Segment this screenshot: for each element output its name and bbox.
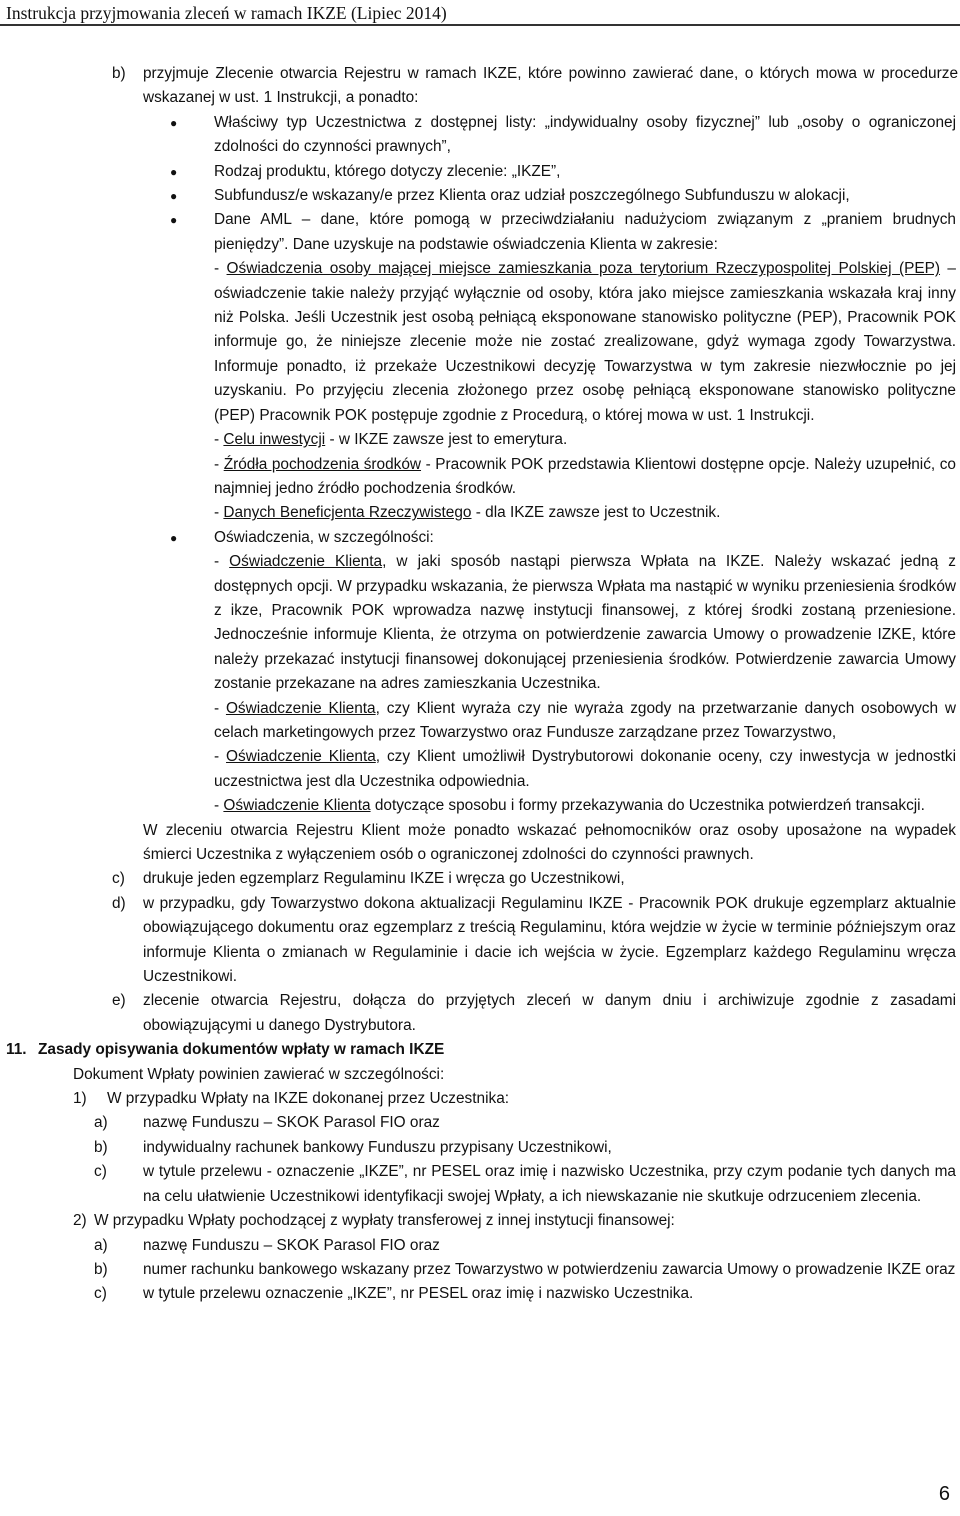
aml-pep-text: – oświadczenie takie należy przyjąć wyłącznie od osoby, która jako miejsce zamieszkania wskazała kraj inny niż Polska. Jeśli Uczestnik jest osobą pełniącą eksponowane stanowisko polityczne (PEP), Pracownik POK informuje go, że niniejsze zlecenie może nie zostać zrealizowane, gdyż wymaga zgody Towarzystwa. Informuje ponadto, iż przekaże Uczestnikowi decyzję Towarzystwa w tym zakresie niezwłocznie po jej uzyskaniu. Po przyjęciu zlecenia złożonego przez osobę pełniącą eksponowane stanowisko polityczne (PEP) Pracownik POK postępuje zgodnie z Procedurą, o której mowa w ust. 1 Instrukcji. (214, 260, 956, 424)
aml-goal: - Celu inwestycji - w IKZE zawsze jest to emerytura. (214, 431, 568, 449)
section-d-text: w przypadku, gdy Towarzystwo dokona aktualizacji Regulaminu IKZE - Pracownik POK drukuje egzemplarz aktualnie obowiązującego dokumentu oraz egzemplarz z treścią Regulaminu, która wejdzie w życie w terminie późniejszym oraz informuje Klienta o zmianach w Regulaminie i dacie ich wejścia w życie. Egzemplarz każdego Regulaminu wręcza Uczestnikowi. (143, 894, 956, 986)
declaration-item: - Oświadczenie Klienta, czy Klient wyraża czy nie wyraża zgody na przetwarzanie danych osobowych w celach marketingowych przez Towarzystwo oraz Fundusze zarządzane przez Towarzystwo, (214, 699, 956, 741)
aml-source-title: Źródła pochodzenia środków (223, 455, 422, 473)
section-e (0, 989, 960, 1038)
declarations-intro: Oświadczenia, w szczególności: (214, 528, 434, 546)
case-2-item-text: numer rachunku bankowego wskazany przez Towarzystwo w potwierdzeniu zawarcia Umowy o prowadzenie IKZE oraz (143, 1260, 956, 1278)
declaration-text: , czy Klient wyraża czy nie wyraża zgody na przetwarzanie danych osobowych w celach marketingowych przez Towarzystwo oraz Fundusze zarządzane przez Towarzystwo, (214, 699, 956, 741)
section-d (0, 892, 960, 990)
case-1-item-text: nazwę Funduszu – SKOK Parasol FIO oraz (143, 1114, 440, 1132)
section-c (0, 867, 960, 891)
case-1-item (0, 1136, 960, 1160)
case-2-item (0, 1234, 960, 1258)
bullet-subfunds: Subfundusz/e wskazany/e przez Klienta oraz udział poszczególnego Subfunduszu w alokacji, (214, 187, 850, 205)
header-title: Instrukcja przyjmowania zleceń w ramach IKZE (Lipiec 2014) (6, 3, 447, 23)
case-1-item-marker: a) (94, 1114, 108, 1132)
section-b-marker: b) (112, 65, 126, 82)
section-d-marker: d) (112, 894, 126, 912)
section-c-marker: c) (112, 870, 125, 888)
case-2-item-text: w tytule przelewu oznaczenie „IKZE”, nr PESEL oraz imię i nazwisko Uczestnika. (143, 1285, 694, 1303)
aml-source: - Źródła pochodzenia środków - Pracownik POK przedstawia Klientowi dostępne opcje. Należy uzupełnić, co najmniej jedno źródło pochodzenia środków. (214, 455, 956, 497)
declaration-text: , w jaki sposób nastąpi pierwsza Wpłata na IKZE. Należy wskazać jedną z dostępnych opcji. W przypadku wskazania, że pierwsza Wpłata ma nastąpić w wyniku przeniesienia środków z ikze, Pracownik POK wprowadza nazwę instytucji finansowej, z której środki zostaną przeniesione. Jednocześnie informuje Klienta, że otrzyma on potwierdzenie zawarcia Umowy o prowadzenie IZKE, które należy przekazać instytucji finansowej dokonującej przeniesienia środków. Potwierdzenie zawarcia Umowy zostanie przekazane na adres zamieszkania Uczestnika. (214, 553, 956, 693)
bullet-icon: ● (170, 189, 178, 204)
document-body (0, 62, 960, 1307)
case-1-marker: 1) (73, 1090, 87, 1108)
case-1-item-marker: c) (94, 1163, 107, 1181)
section-e-marker: e) (112, 992, 126, 1010)
case-2-heading (0, 1209, 960, 1233)
section-b-intro: przyjmuje Zlecenie otwarcia Rejestru w ramach IKZE, które powinno zawierać dane, o których mowa w procedurze wskazanej w ust. 1 Instrukcji, a ponadto: (143, 65, 958, 107)
section-e-text: zlecenie otwarcia Rejestru, dołącza do przyjętych zleceń w danym dniu i archiwizuje zgodnie z zasadami obowiązującymi u danego Dystrybutora. (143, 992, 956, 1034)
declaration-text: , czy Klient umożliwił Dystrybutorowi dokonanie oceny, czy inwestycja w jednostki uczestnictwa jest dla Uczestnika odpowiednia. (214, 748, 956, 790)
bullet-item (0, 111, 960, 160)
case-1-item-text: w tytule przelewu - oznaczenie „IKZE”, nr PESEL oraz imię i nazwisko Uczestnika, przy czym podanie tych danych ma na celu ułatwienie Uczestnikowi identyfikacji swojej Wpłaty, a ich niewskazanie nie skutkuje odrzuceniem zlecenia. (143, 1163, 956, 1205)
declaration-item: - Oświadczenie Klienta dotyczące sposobu i formy przekazywania do Uczestnika potwierdzeń transakcji. (214, 797, 925, 815)
bullet-participation-type: Właściwy typ Uczestnictwa z dostępnej listy: „indywidualny osoby fizycznej” lub „osoby o ograniczonej zdolności do czynności prawnych”, (214, 113, 956, 156)
aml-beneficiary-title: Danych Beneficjenta Rzeczywistego (223, 504, 472, 522)
bullet-item (0, 160, 960, 184)
section-11-intro-text: Dokument Wpłaty powinien zawierać w szczególności: (73, 1065, 445, 1083)
bullet-item-declarations (0, 526, 960, 819)
case-1-item (0, 1111, 960, 1135)
bullet-icon: ● (170, 115, 178, 130)
declaration-title: Oświadczenie Klienta (225, 699, 376, 717)
page-header (0, 0, 960, 26)
declaration-item: - Oświadczenie Klienta, czy Klient umożliwił Dystrybutorowi dokonanie oceny, czy inwestycja w jednostki uczestnictwa jest dla Uczestnika odpowiednia. (214, 748, 956, 790)
case-1-heading (0, 1087, 960, 1111)
aml-beneficiary: - Danych Beneficjenta Rzeczywistego - dla IKZE zawsze jest to Uczestnik. (214, 504, 721, 522)
aml-goal-title: Celu inwestycji (223, 431, 326, 449)
aml-pep: - Oświadczenia osoby mającej miejsce zamieszkania poza terytorium Rzeczypospolitej Polskiej (PEP) – oświadczenie takie należy przyjąć wyłącznie od osoby, która jako miejsce zamieszkania wskazała kraj inny niż Polska. Jeśli Uczestnik jest osobą pełniącą eksponowane stanowisko polityczne (PEP), Pracownik POK informuje go, że niniejsze zlecenie może nie zostać zrealizowane, gdyż wymaga zgody Towarzystwa. Informuje ponadto, iż przekaże Uczestnikowi decyzję Towarzystwa w tym zakresie niezwłocznie po jej uzyskaniu. Po przyjęciu zlecenia złożonego przez osobę pełniącą eksponowane stanowisko polityczne (PEP) Pracownik POK postępuje zgodnie z Procedurą, o której mowa w ust. 1 Instrukcji. (214, 260, 956, 424)
case-1-item-marker: b) (94, 1138, 108, 1156)
case-1-item (0, 1160, 960, 1209)
case-1-item-text: indywidualny rachunek bankowy Funduszu przypisany Uczestnikowi, (143, 1138, 612, 1156)
declaration-item: - Oświadczenie Klienta, w jaki sposób nastąpi pierwsza Wpłata na IKZE. Należy wskazać jedną z dostępnych opcji. W przypadku wskazania, że pierwsza Wpłata ma nastąpić w wyniku przeniesienia środków z ikze, Pracownik POK wprowadza nazwę instytucji finansowej, z której środki zostaną przeniesione. Jednocześnie informuje Klienta, że otrzyma on potwierdzenie zawarcia Umowy o prowadzenie IZKE, które należy przekazać instytucji finansowej dokonującej przeniesienia środków. Potwierdzenie zawarcia Umowy zostanie przekazane na adres zamieszkania Uczestnika. (214, 553, 956, 693)
aml-beneficiary-text: - dla IKZE zawsze jest to Uczestnik. (471, 504, 721, 522)
case-2-item (0, 1258, 960, 1282)
section-11-number: 11. (6, 1041, 27, 1059)
closing-text: W zleceniu otwarcia Rejestru Klient może ponadto wskazać pełnomocników oraz osoby uposażone na wypadek śmierci Uczestnika z wyłączeniem osób o ograniczonej zdolności do czynności prawnych. (143, 821, 956, 863)
case-2-item-marker: b) (94, 1260, 108, 1278)
bullet-item-aml (0, 208, 960, 525)
case-2-item-text: nazwę Funduszu – SKOK Parasol FIO oraz (143, 1236, 440, 1254)
aml-source-text: - Pracownik POK przedstawia Klientowi dostępne opcje. Należy uzupełnić, co najmniej jedno źródło pochodzenia środków. (214, 455, 956, 497)
aml-pep-title: Oświadczenia osoby mającej miejsce zamieszkania poza terytorium Rzeczypospolitej Polskiej (PEP) (226, 260, 941, 278)
declaration-title: Oświadczenie Klienta (226, 748, 376, 766)
section-11-title: Zasady opisywania dokumentów wpłaty w ramach IKZE (38, 1041, 445, 1059)
page-number: 6 (938, 1483, 950, 1505)
section-11-intro (0, 1063, 960, 1087)
aml-goal-text: - w IKZE zawsze jest to emerytura. (325, 431, 568, 449)
bullet-product-type: Rodzaj produktu, którego dotyczy zlecenie: „IKZE”, (214, 162, 561, 180)
case-2-title: W przypadku Wpłaty pochodzącej z wypłaty transferowej z innej instytucji finansowej: (94, 1212, 675, 1230)
declaration-title: Oświadczenie Klienta (223, 797, 371, 815)
declaration-title: Oświadczenie Klienta (229, 553, 383, 571)
bullet-icon: ● (170, 164, 178, 179)
case-2-item-marker: a) (94, 1236, 108, 1254)
section-c-text: drukuje jeden egzemplarz Regulaminu IKZE i wręcza go Uczestnikowi, (143, 870, 625, 888)
declaration-text: dotyczące sposobu i formy przekazywania do Uczestnika potwierdzeń transakcji. (370, 797, 925, 815)
bullet-icon: ● (170, 213, 178, 228)
case-1-title: W przypadku Wpłaty na IKZE dokonanej przez Uczestnika: (107, 1090, 510, 1108)
bullet-item (0, 184, 960, 208)
section-11-heading (0, 1038, 960, 1062)
section-b-closing (0, 819, 960, 868)
case-2-item (0, 1282, 960, 1306)
aml-intro: Dane AML – dane, które pomogą w przeciwdziałaniu nadużyciom związanym z „praniem brudnych pieniędzy”. Dane uzyskuje na podstawie oświadczenia Klienta w zakresie: (214, 211, 956, 253)
bullet-icon: ● (170, 530, 178, 545)
case-2-item-marker: c) (94, 1285, 107, 1303)
section-b (0, 62, 960, 111)
case-2-marker: 2) (73, 1212, 87, 1230)
